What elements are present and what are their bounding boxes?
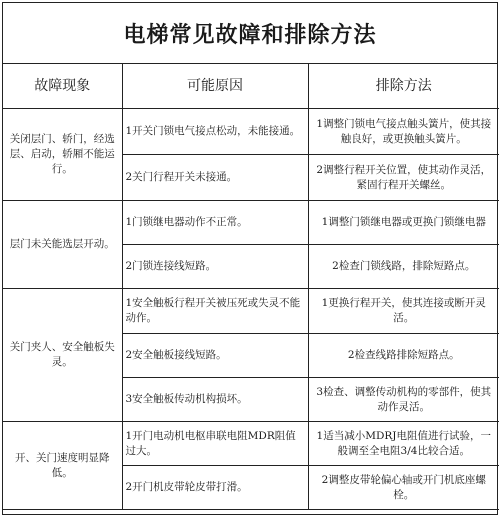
header-cause: 可能原因 [122,64,308,109]
fix-cell: 1调整门锁继电器或更换门锁继电器 [308,201,499,245]
fix-cell: 2调整皮带轮偏心轴或开门机底座螺栓。 [308,466,499,510]
cause-cell: 3安全触板传动机构损坏。 [122,378,308,422]
fault-table [3,64,499,510]
fix-cell: 2调整行程开关位置，使其动作灵活，紧固行程开关螺丝。 [308,155,499,201]
fix-cell: 1更换行程开关，使其连接或断开灵活。 [308,289,499,334]
fix-cell: 1适当减小MDRJ电阻值进行试验，一般调至全电阻3/4比较合适。 [308,422,499,466]
cause-cell: 2开门机皮带轮皮带打滑。 [122,466,308,510]
table-row [3,289,499,334]
page-title: 电梯常见故障和排除方法 [3,3,497,64]
cause-cell: 1门锁继电器动作不正常。 [122,201,308,245]
fix-cell: 3检查、调整传动机构的零部件，使其动作灵活。 [308,378,499,422]
cause-cell: 2安全触板接线短路。 [122,334,308,378]
cause-cell: 1开关门锁电气接点松动，未能接通。 [122,109,308,155]
header-fix: 排除方法 [308,64,499,109]
cause-cell: 2门锁连接线短路。 [122,245,308,289]
symptom-cell: 关闭层门、轿门，经选层、启动，轿厢不能运行。 [3,109,122,201]
fix-cell: 1调整门锁电气接点触头簧片，使其接触良好，或更换触头簧片。 [308,109,499,155]
table-row [3,109,499,155]
symptom-cell: 开、关门速度明显降低。 [3,422,122,510]
fix-cell: 2检查线路排除短路点。 [308,334,499,378]
table-row [3,201,499,245]
cause-cell: 1开门电动机电枢串联电阻MDR阻值过大。 [122,422,308,466]
table-row [3,422,499,466]
cause-cell: 1安全触板行程开关被压死或失灵不能动作。 [122,289,308,334]
symptom-cell: 层门未关能选层开动。 [3,201,122,289]
fix-cell: 2检查门锁线路，排除短路点。 [308,245,499,289]
document [2,2,498,515]
cause-cell: 2关门行程开关未接通。 [122,155,308,201]
header-symptom: 故障现象 [3,64,122,109]
symptom-cell: 关门夹人、安全触板失灵。 [3,289,122,422]
header-row [3,64,499,109]
